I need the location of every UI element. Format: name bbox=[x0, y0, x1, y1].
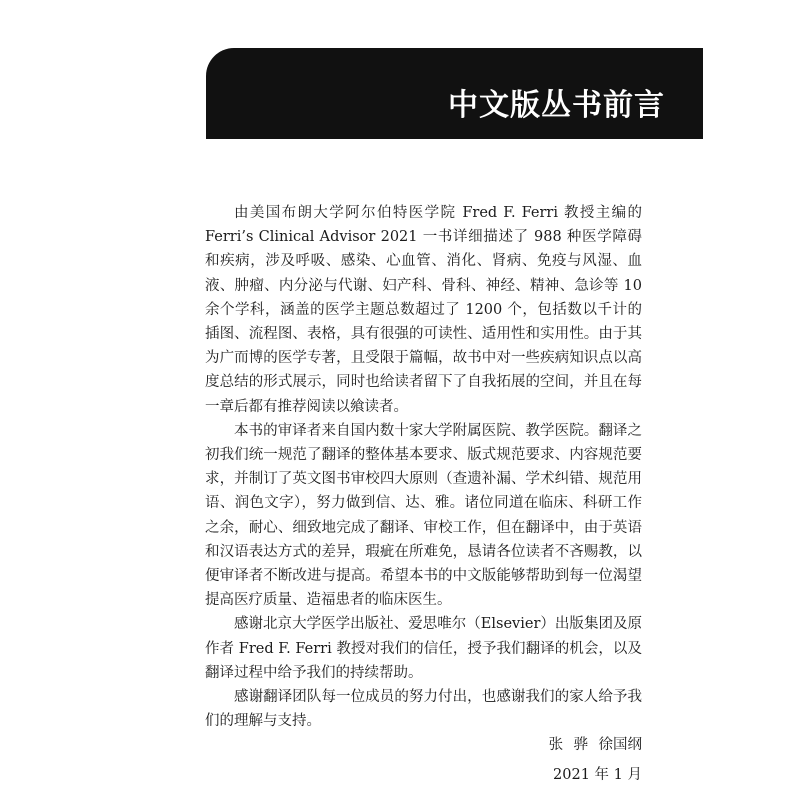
signature-date: 2021 年 1 月 bbox=[553, 767, 642, 783]
paragraph-translators: 本书的审译者来自国内数十家大学附属医院、教学医院。翻译之初我们统一规范了翻译的整体基本要求、版式规范要求、内容规范要求，并制订了英文图书审校四大原则（查遗补漏、学术纠错、规范用语、润色文字），努力做到信、达、雅。诸位同道在临床、科研工作之余，耐心、细致地完成了翻译、审校工作，但在翻译中，由于英语和汉语表达方式的差异，瑕疵在所难免，恳请各位读者不吝赐教，以便审译者不断改进与提高。希望本书的中文版能够帮助到每一位渴望提高医疗质量、造福患者的临床医生。 bbox=[205, 422, 642, 609]
paragraph-thanks-publisher: 感谢北京大学医学出版社、爱思唯尔（Elsevier）出版集团及原作者 Fred F. Ferri 教授对我们的信任，授予我们翻译的机会，以及翻译过程中给予我们的持续帮助。 bbox=[205, 616, 642, 681]
signature-names: 张 骅 徐国纲 bbox=[548, 737, 642, 753]
paragraph-intro: 由美国布朗大学阿尔伯特医学院 Fred F. Ferri 教授主编的 Ferri’s Clinical Advisor 2021 一书详细描述了 988 种医学障碍和疾病，涉及呼吸、感染、心血管、消化、肾病、免疫与风湿、血液、肿瘤、内分泌与代谢、妇产科、骨科、神经、精神、急诊等 10 余个学科，涵盖的医学主题总数超过了 1200 个，包括数以千计的插图、流程图、表格，具有很强的可读性、适用性和实用性。由于其为广而博的医学专著，且受限于篇幅，故书中对一些疾病知识点以高度总结的形式展示，同时也给读者留下了自我拓展的空间，并且在每一章后都有推荐阅读以飨读者。 bbox=[205, 205, 642, 415]
paragraph-thanks-team: 感谢翻译团队每一位成员的努力付出，也感谢我们的家人给予我们的理解与支持。 bbox=[205, 689, 642, 730]
page-title: 中文版丛书前言 bbox=[448, 88, 665, 123]
preface-body bbox=[205, 201, 642, 733]
title-banner bbox=[206, 48, 703, 139]
